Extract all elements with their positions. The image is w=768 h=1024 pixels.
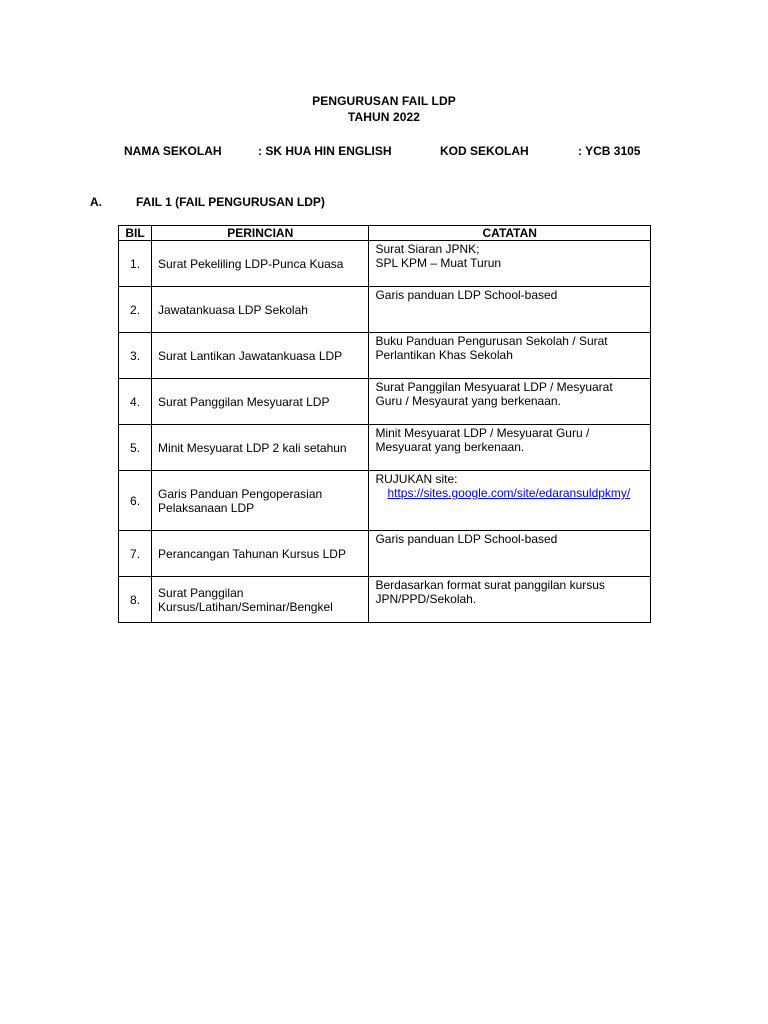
row-bil: 6. (119, 471, 152, 531)
row-catatan (369, 577, 651, 623)
catatan-line: Guru / Mesyaurat yang berkenaan. (375, 394, 561, 408)
catatan-line: Mesyuarat yang berkenaan. (375, 440, 525, 454)
perincian-line: Garis Panduan Pengoperasian (158, 486, 323, 501)
row-catatan (369, 287, 651, 333)
document-year: TAHUN 2022 (347, 110, 421, 124)
row-bil: 1. (119, 241, 152, 287)
row-perincian: Minit Mesyuarat LDP 2 kali setahun (152, 425, 369, 471)
row-catatan (369, 333, 651, 379)
table-row (119, 425, 651, 471)
row-catatan (369, 425, 651, 471)
school-code-value: : YCB 3105 (578, 144, 641, 158)
header-catatan: CATATAN (369, 226, 651, 241)
catatan-line: Garis panduan LDP School-based (375, 532, 558, 546)
row-perincian: Surat Pekeliling LDP-Punca Kuasa (152, 241, 369, 287)
catatan-line: Minit Mesyuarat LDP / Mesyuarat Guru / (375, 426, 590, 440)
catatan-line: Perlantikan Khas Sekolah (375, 348, 513, 362)
row-perincian (152, 577, 369, 623)
table-row (119, 471, 651, 531)
table-row (119, 333, 651, 379)
row-bil: 7. (119, 531, 152, 577)
row-perincian: Perancangan Tahunan Kursus LDP (152, 531, 369, 577)
file-table (118, 225, 651, 623)
header-perincian: PERINCIAN (152, 226, 369, 241)
row-catatan (369, 379, 651, 425)
school-code-label: KOD SEKOLAH (440, 144, 529, 158)
document-title: PENGURUSAN FAIL LDP (312, 94, 456, 108)
catatan-line: Garis panduan LDP School-based (375, 288, 558, 302)
catatan-line: RUJUKAN site: (375, 472, 458, 486)
row-perincian (152, 471, 369, 531)
rujukan-site-link[interactable]: https://sites.google.com/site/edaransuldpkmy/ (387, 486, 631, 500)
school-name-value: : SK HUA HIN ENGLISH (258, 144, 392, 158)
header-bil: BIL (119, 226, 152, 241)
table-row (119, 531, 651, 577)
table-row (119, 287, 651, 333)
row-catatan (369, 241, 651, 287)
school-info-row (0, 144, 768, 160)
table-header-row (119, 226, 651, 241)
section-letter: A. (90, 195, 102, 209)
row-bil: 4. (119, 379, 152, 425)
catatan-line: Surat Panggilan Mesyuarat LDP / Mesyuarat (375, 380, 613, 394)
table-row (119, 379, 651, 425)
catatan-line: Surat Siaran JPNK; (375, 242, 480, 256)
row-catatan (369, 471, 651, 531)
row-perincian: Surat Lantikan Jawatankuasa LDP (152, 333, 369, 379)
row-bil: 3. (119, 333, 152, 379)
catatan-line: SPL KPM – Muat Turun (375, 256, 502, 270)
catatan-line: JPN/PPD/Sekolah. (375, 592, 477, 606)
perincian-line: Pelaksanaan LDP (158, 500, 255, 515)
perincian-line: Kursus/Latihan/Seminar/Bengkel (158, 599, 333, 614)
table-row (119, 241, 651, 287)
row-bil: 8. (119, 577, 152, 623)
catatan-line: Buku Panduan Pengurusan Sekolah / Surat (375, 334, 608, 348)
row-perincian: Surat Panggilan Mesyuarat LDP (152, 379, 369, 425)
row-catatan (369, 531, 651, 577)
school-name-label: NAMA SEKOLAH (124, 144, 222, 158)
table-row (119, 577, 651, 623)
row-bil: 5. (119, 425, 152, 471)
row-perincian: Jawatankuasa LDP Sekolah (152, 287, 369, 333)
row-bil: 2. (119, 287, 152, 333)
perincian-line: Surat Panggilan (158, 585, 244, 600)
catatan-line: Berdasarkan format surat panggilan kursus (375, 578, 605, 592)
section-heading: FAIL 1 (FAIL PENGURUSAN LDP) (136, 195, 325, 209)
